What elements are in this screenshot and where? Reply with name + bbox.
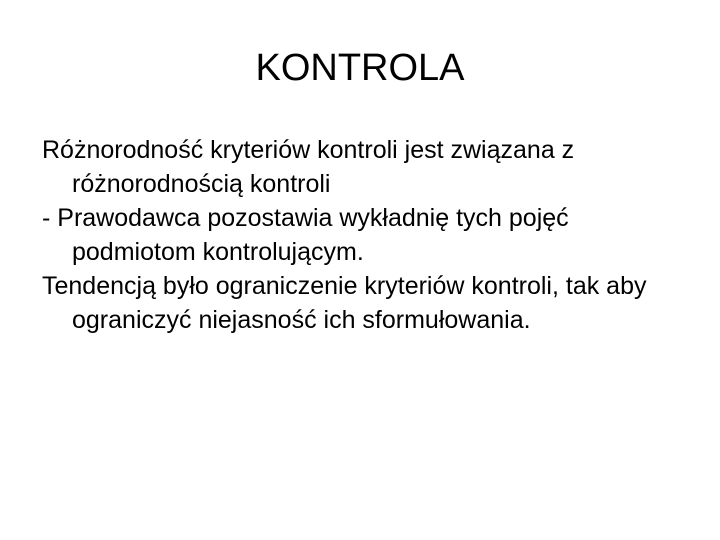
slide-body	[42, 133, 692, 337]
paragraph-tendency: Tendencją było ograniczenie kryteriów kontroli, tak aby ograniczyć niejasność ich sformułowania.	[42, 272, 647, 334]
slide-title: KONTROLA	[255, 47, 465, 89]
paragraph-legislator: - Prawodawca pozostawia wykładnię tych pojęć podmiotom kontrolującym.	[42, 204, 569, 266]
paragraph-criteria-diversity: Różnorodność kryteriów kontroli jest związana z różnorodnością kontroli	[42, 136, 575, 198]
